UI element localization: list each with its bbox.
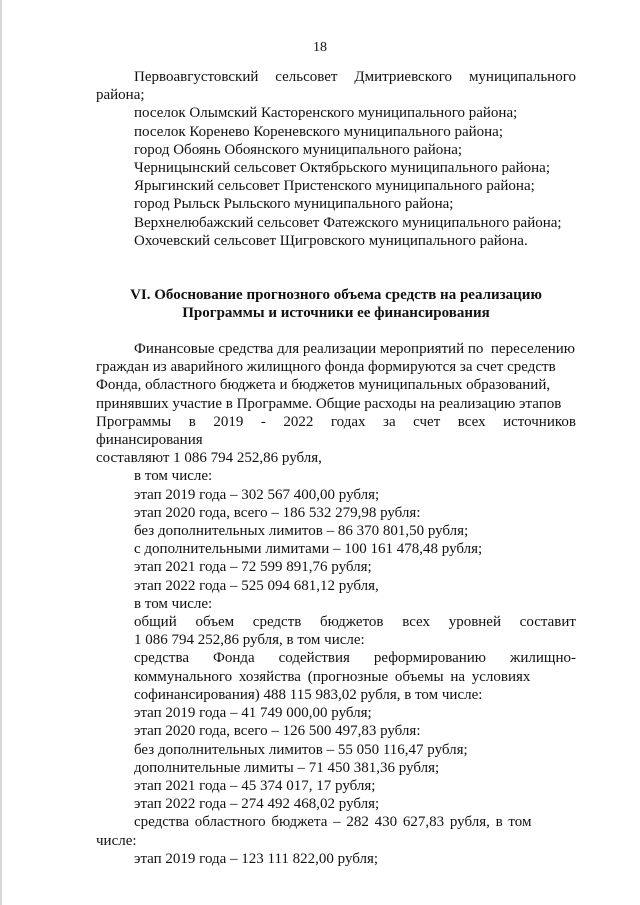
list-first-continuation: района; bbox=[96, 87, 145, 104]
amount-line: этап 2019 года – 302 567 400,00 рубля; bbox=[134, 486, 380, 503]
amount-line: этап 2020 года, всего – 126 500 497,83 рубля: bbox=[134, 723, 421, 740]
page-number: 18 bbox=[313, 40, 327, 55]
list-item: Черницынский сельсовет Октябрьского муниципального района; bbox=[134, 160, 550, 177]
paragraph-line: принявших участие в Программе. Общие расходы на реализацию этапов bbox=[96, 395, 562, 412]
list-item: Охочевский сельсовет Щигровского муниципального района. bbox=[134, 232, 528, 249]
paragraph-line: Финансовые средства для реализации мероприятий по переселению bbox=[134, 341, 576, 358]
amount-line: без дополнительных лимитов – 86 370 801,50 рубля; bbox=[134, 523, 469, 540]
amount-line: этап 2019 года – 41 749 000,00 рубля; bbox=[134, 705, 372, 722]
paragraph-line: финансирования bbox=[96, 432, 203, 449]
amount-line: в том числе: bbox=[134, 595, 213, 612]
amount-line: с дополнительными лимитами – 100 161 478,48 рубля; bbox=[134, 541, 483, 558]
page-edge bbox=[0, 0, 2, 905]
regional-line: числе: bbox=[96, 832, 137, 849]
list-item: поселок Олымский Касторенского муниципального района; bbox=[134, 105, 518, 122]
amount-line: дополнительные лимиты – 71 450 381,36 рубля; bbox=[134, 759, 440, 776]
list-item: город Рыльск Рыльского муниципального района; bbox=[134, 196, 454, 213]
amount-line: этап 2021 года – 45 374 017, 17 рубля; bbox=[134, 777, 376, 794]
fund-line: софинансирования) 488 115 983,02 рубля, в том числе: bbox=[134, 686, 483, 703]
list-item: поселок Кореневo Кореневского муниципального района; bbox=[134, 123, 504, 140]
amount-line: без дополнительных лимитов – 55 050 116,47 рубля; bbox=[134, 741, 468, 758]
paragraph-line: составляют 1 086 794 252,86 рубля, bbox=[96, 450, 322, 467]
amount-line: в том числе: bbox=[134, 468, 213, 485]
paragraph-line-justified: Программы в 2019 - 2022 годах за счет всех источников bbox=[96, 413, 576, 430]
document-content bbox=[96, 68, 576, 868]
fund-line-justified: средства Фонда содействия реформированию жилищно- bbox=[134, 650, 576, 667]
list-first-line: Первоавгустовский сельсовет Дмитриевского муниципального bbox=[134, 69, 576, 85]
amount-line: этап 2022 года – 525 094 681,12 рубля, bbox=[134, 577, 379, 594]
list-item: город Обоянь Обоянского муниципального района; bbox=[134, 141, 463, 158]
section-title-line: Программы и источники ее финансирования bbox=[182, 305, 490, 322]
paragraph-line: Фонда, областного бюджета и бюджетов муниципальных образований, bbox=[96, 377, 551, 394]
total-line: 1 086 794 252,86 рубля, в том числе: bbox=[134, 632, 365, 649]
paragraph-line: граждан из аварийного жилищного фонда формируются за счет средств bbox=[96, 359, 556, 376]
amount-line: этап 2020 года, всего – 186 532 279,98 рубля: bbox=[134, 504, 421, 521]
total-line-justified: общий объем средств бюджетов всех уровней составит bbox=[134, 614, 576, 631]
amount-line: этап 2019 года – 123 111 822,00 рубля; bbox=[134, 850, 379, 867]
section-heading bbox=[96, 286, 576, 322]
regional-line: средства областного бюджета – 282 430 627,83 рубля, в том bbox=[134, 814, 532, 831]
fund-line: коммунального хозяйства (прогнозные объемы на условиях bbox=[134, 668, 531, 685]
amount-line: этап 2022 года – 274 492 468,02 рубля; bbox=[134, 796, 380, 813]
list-item: Ярыгинский сельсовет Пристенского муниципального района; bbox=[134, 178, 535, 195]
section-title-line: VI. Обоснование прогнозного объема средств на реализацию bbox=[130, 287, 542, 304]
list-item: Верхнелюбажский сельсовет Фатежского муниципального района; bbox=[134, 214, 562, 231]
amount-line: этап 2021 года – 72 599 891,76 рубля; bbox=[134, 559, 372, 576]
